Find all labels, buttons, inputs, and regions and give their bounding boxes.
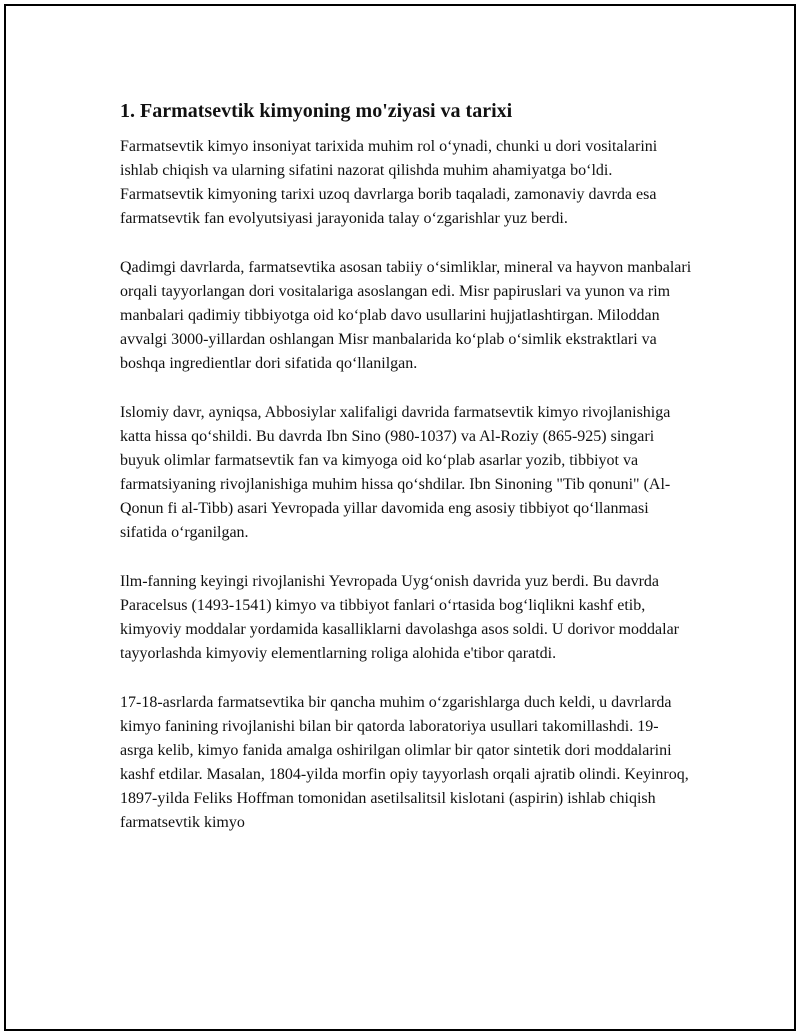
- paragraph-4: Ilm-fanning keyingi rivojlanishi Yevropada Uygʻonish davrida yuz berdi. Bu davrda Paracelsus (1493-1541) kimyo va tibbiyot fanlari oʻrtasida bogʻliqlikni kashf etib, kimyoviy moddalar yordamida kasalliklarni davolashga asos soldi. U dorivor moddalar tayyorlashda kimyoviy elementlarning roliga alohida e'tibor qaratdi.: [120, 573, 679, 662]
- paragraph-1: Farmatsevtik kimyo insoniyat tarixida muhim rol oʻynadi, chunki u dori vositalarini ishlab chiqish va ularning sifatini nazorat qilishda muhim ahamiyatga boʻldi. Farmatsevtik kimyoning tarixi uzoq davrlarga borib taqaladi, zamonaviy davrda esa farmatsevtik fan evolyutsiyasi jarayonida talay oʻzgarishlar yuz berdi.: [120, 138, 658, 227]
- document-body: [120, 98, 692, 860]
- paragraph-2: Qadimgi davrlarda, farmatsevtika asosan tabiiy oʻsimliklar, mineral va hayvon manbalari orqali tayyorlangan dori vositalariga asoslangan edi. Misr papiruslari va yunon va rim manbalari qadimiy tibbiyotga oid koʻplab davo usullarini hujjatlashtirgan. Miloddan avvalgi 3000-yillardan oshlangan Misr manbalarida koʻplab oʻsimlik ekstraktlari va boshqa ingredientlar dori sifatida qoʻllanilgan.: [120, 259, 692, 372]
- page-frame: [4, 4, 796, 1031]
- paragraph-3: Islomiy davr, ayniqsa, Abbosiylar xalifaligi davrida farmatsevtik kimyo rivojlanishiga katta hissa qoʻshildi. Bu davrda Ibn Sino (980-1037) va Al-Roziy (865-925) singari buyuk olimlar farmatsevtik fan va kimyoga oid koʻplab asarlar yozib, tibbiyot va farmatsiyaning rivojlanishiga muhim hissa qoʻshdilar. Ibn Sinoning "Tib qonuni" (Al-Qonun fi al-Tibb) asari Yevropada yillar davomida eng asosiy tibbiyot qoʻllanmasi sifatida oʻrganilgan.: [120, 404, 671, 541]
- paragraph-5: 17-18-asrlarda farmatsevtika bir qancha muhim oʻzgarishlarga duch keldi, u davrlarda kimyo fanining rivojlanishi bilan bir qatorda laboratoriya usullari takomillashdi. 19-asrga kelib, kimyo fanida amalga oshirilgan olimlar bir qator sintetik dori moddalarini kashf etdilar. Masalan, 1804-yilda morfin opiy tayyorlash orqali ajratib olindi. Keyinroq, 1897-yilda Feliks Hoffman tomonidan asetilsalitsil kislotani (aspirin) ishlab chiqish farmatsevtik kimyo: [120, 694, 689, 831]
- section-heading: 1. Farmatsevtik kimyoning mo'ziyasi va tarixi: [120, 100, 513, 122]
